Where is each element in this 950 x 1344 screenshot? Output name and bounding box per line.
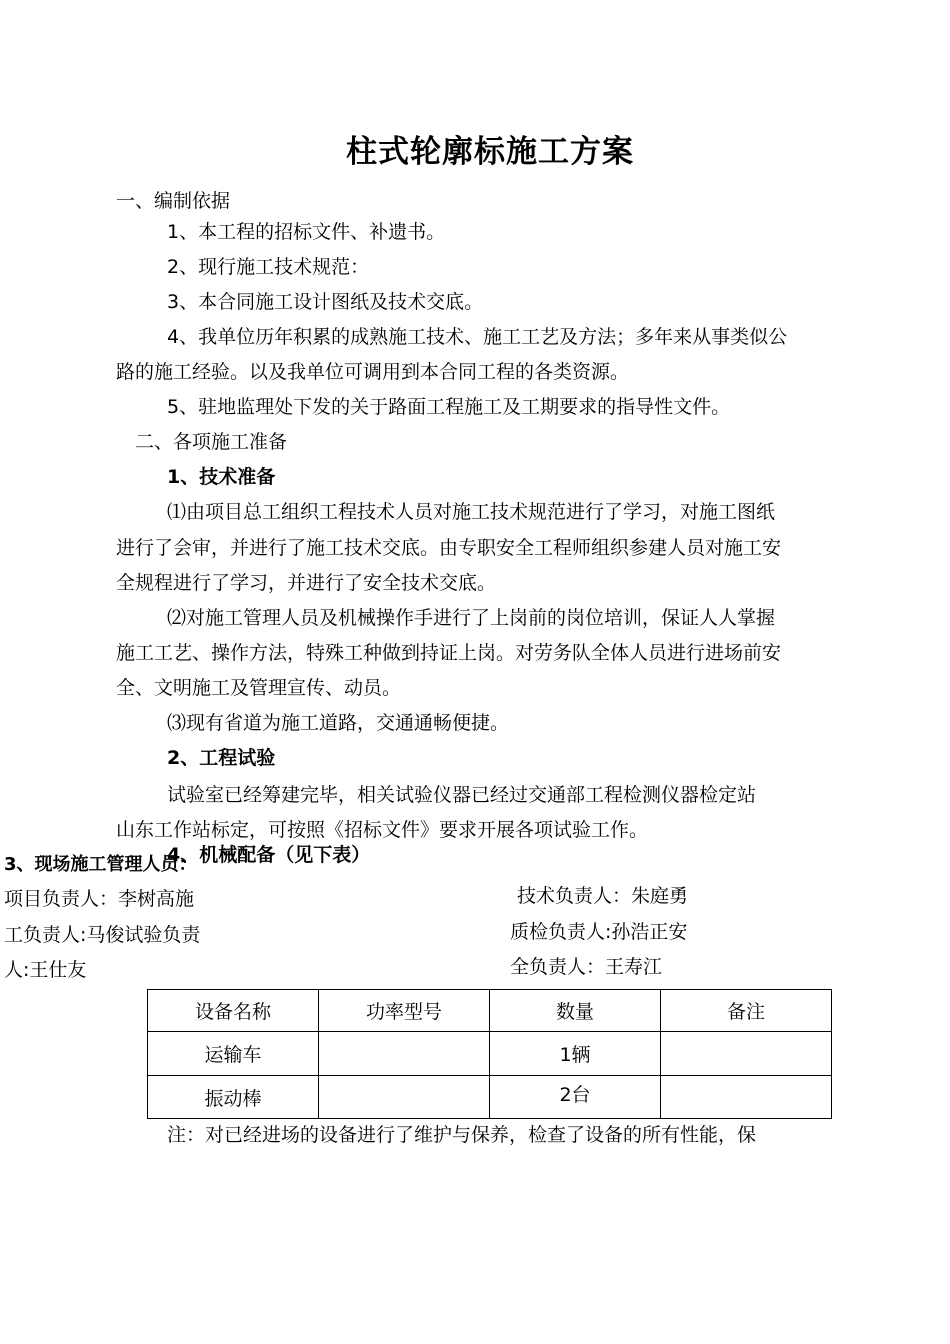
subheading-personnel: 3、现场施工管理人员： [4,854,197,875]
table-header-cell: 数量 [490,990,661,1032]
subheading-machinery: 4、机械配备（见下表） [167,844,371,866]
personnel-left-line2: 工负责人:马俊试验负责 [4,924,201,946]
table-cell: 运输车 [148,1032,319,1076]
basis-item-1: 1、本工程的招标文件、补遗书。 [167,221,446,243]
personnel-left-line3: 人:王仕友 [4,959,87,981]
prep-para3: ⑶现有省道为施工道路，交通通畅便捷。 [167,712,510,734]
equipment-note: 注：对已经进场的设备进行了维护与保养，检查了设备的所有性能，保 [167,1124,757,1146]
subheading-technical-prep: 1、技术准备 [167,466,276,488]
prep-para2-line2: 施工工艺、操作方法，特殊工种做到持证上岗。对劳务队全体人员进行进场前安 [116,642,782,664]
basis-item-4-line2: 路的施工经验。以及我单位可调用到本合同工程的各类资源。 [116,361,630,383]
basis-item-2: 2、现行施工技术规范： [167,256,370,278]
table-cell [319,1076,490,1119]
table-cell: 2台 [490,1076,661,1119]
table-cell [319,1032,490,1076]
prep-para2-line3: 全、文明施工及管理宣传、动员。 [116,677,402,699]
basis-item-3: 3、本合同施工设计图纸及技术交底。 [167,291,484,313]
prep-para1-line1: ⑴由项目总工组织工程技术人员对施工技术规范进行了学习，对施工图纸 [167,501,776,523]
testing-line1: 试验室已经筹建完毕，相关试验仪器已经过交通部工程检测仪器检定站 [167,784,757,806]
personnel-left-line1: 项目负责人：李树高施 [4,888,195,910]
section-heading-basis: 一、编制依据 [116,190,231,212]
table-header-cell: 设备名称 [148,990,319,1032]
personnel-right-line1: 技术负责人：朱庭勇 [517,885,689,907]
table-header-cell: 备注 [661,990,832,1032]
equipment-table [147,989,832,1119]
document-title: 柱式轮廓标施工方案 [346,134,634,170]
table-header-row [148,990,832,1032]
section-heading-preparation: 二、各项施工准备 [135,431,288,453]
prep-para1-line2: 进行了会审，并进行了施工技术交底。由专职安全工程师组织参建人员对施工安 [116,537,782,559]
subheading-testing: 2、工程试验 [167,747,276,769]
table-row [148,1032,832,1076]
table-cell [661,1076,832,1119]
table-cell [661,1032,832,1076]
prep-para2-line1: ⑵对施工管理人员及机械操作手进行了上岗前的岗位培训，保证人人掌握 [167,607,776,629]
table-cell: 1辆 [490,1032,661,1076]
prep-para1-line3: 全规程进行了学习，并进行了安全技术交底。 [116,572,497,594]
basis-item-4-line1: 4、我单位历年积累的成熟施工技术、施工工艺及方法；多年来从事类似公 [167,326,788,348]
table-header-cell: 功率型号 [319,990,490,1032]
personnel-right-line3: 全负责人：王寿江 [510,956,663,978]
personnel-right-line2: 质检负责人:孙浩正安 [510,921,688,943]
basis-item-5: 5、驻地监理处下发的关于路面工程施工及工期要求的指导性文件。 [167,396,731,418]
table-cell: 振动棒 [148,1076,319,1119]
testing-line2: 山东工作站标定，可按照《招标文件》要求开展各项试验工作。 [116,819,649,841]
table-row [148,1076,832,1119]
